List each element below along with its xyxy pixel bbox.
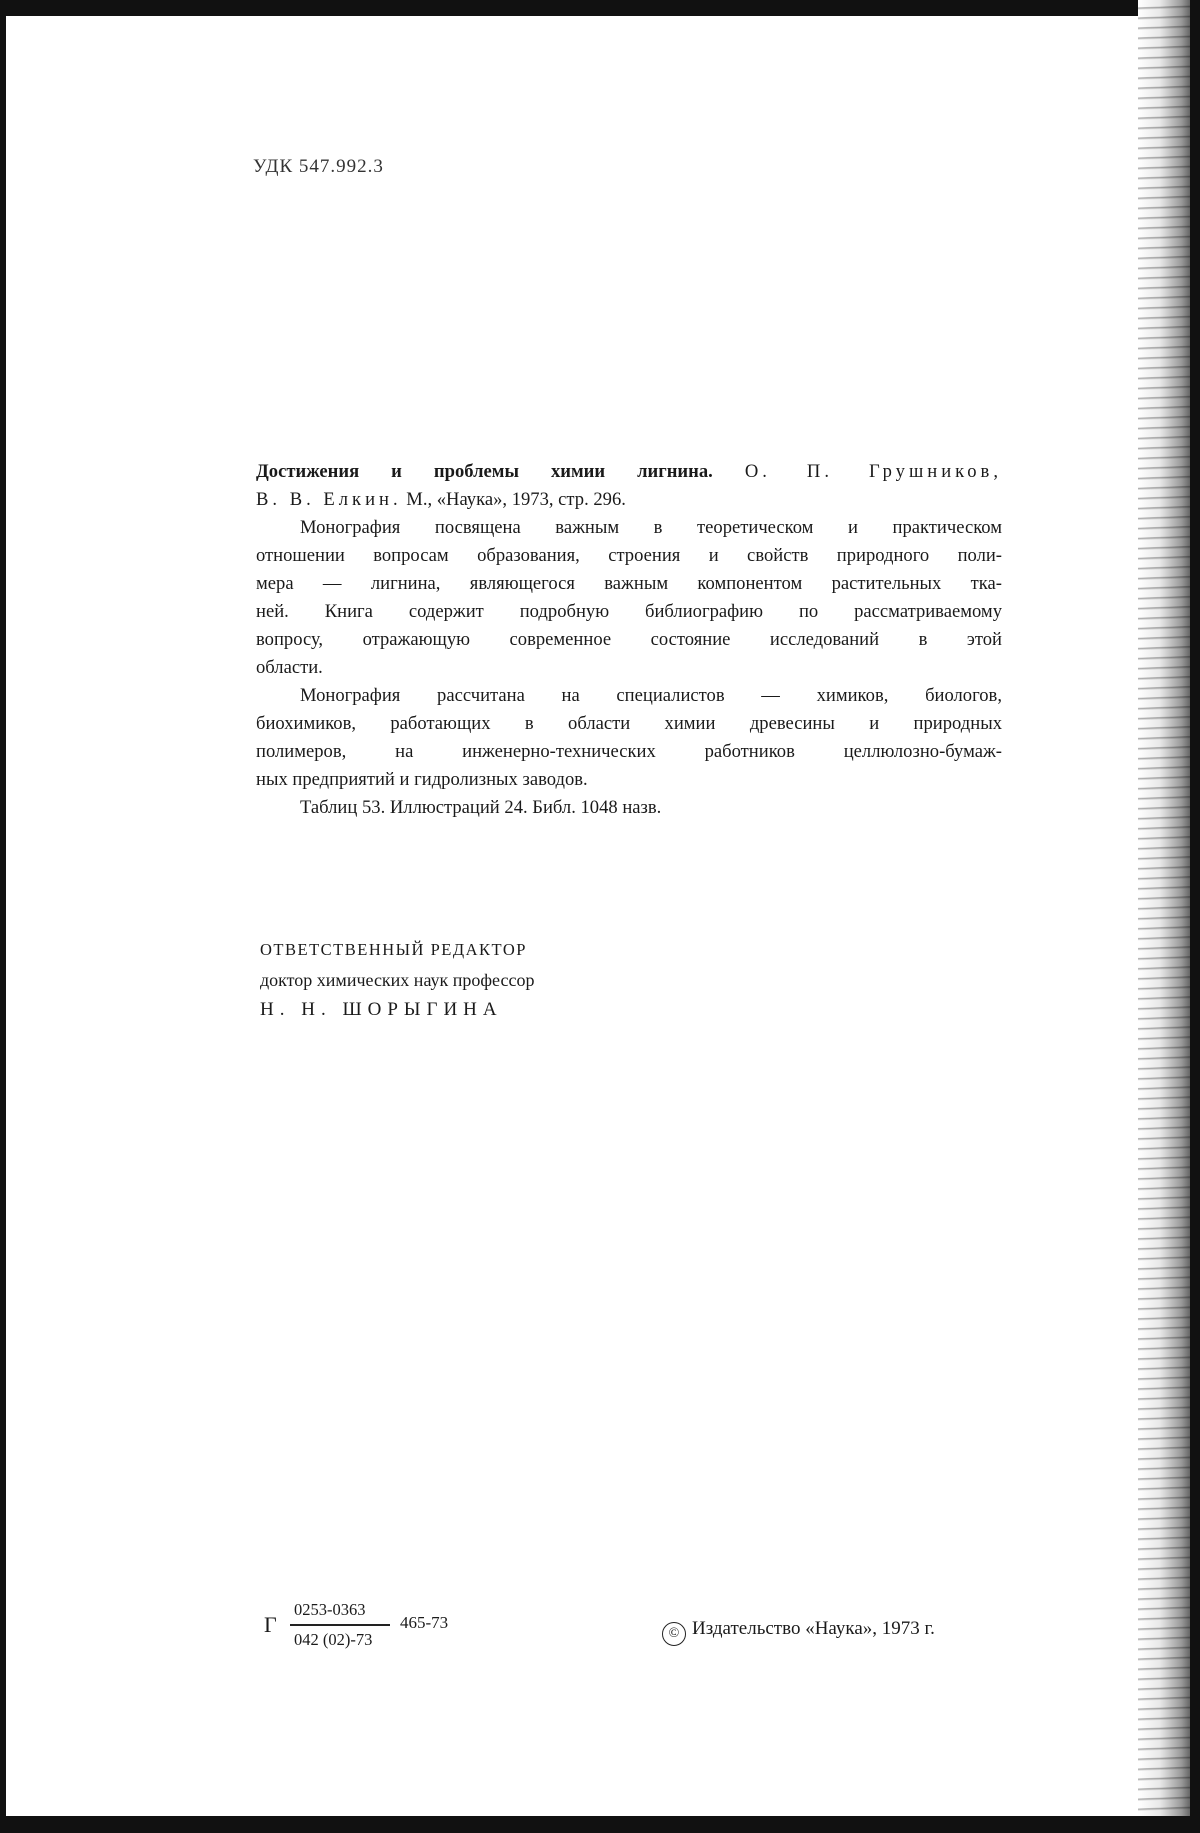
abstract-p2-line: биохимиков, работающих в области химии древесины и природных <box>256 713 1002 734</box>
code-denominator: 042 (02)-73 <box>294 1630 373 1649</box>
abstract-stats: Таблиц 53. Иллюстраций 24. Библ. 1048 назв. <box>300 797 662 818</box>
code-numerator: 0253-0363 <box>294 1600 366 1619</box>
copyright-text: Издательство «Наука», 1973 г. <box>692 1618 935 1639</box>
scan-top-edge <box>0 0 1200 16</box>
editor-block <box>260 935 534 1025</box>
fraction-bar <box>290 1624 390 1626</box>
scan-left-edge <box>0 0 6 1833</box>
udc-code: УДК 547.992.3 <box>253 156 384 177</box>
editor-name: Н. Н. ШОРЫГИНА <box>260 999 503 1020</box>
bibliographic-abstract <box>256 458 1002 822</box>
abstract-p2-line: ных предприятий и гидролизных заводов. <box>256 769 588 790</box>
abstract-imprint-line <box>256 486 1002 514</box>
scan-right-strip <box>1190 0 1200 1833</box>
abstract-p1-line: Монография посвящена важным в теоретическом и практическом <box>300 517 1002 538</box>
abstract-p1-line: мера — лигнина, являющегося важным компонентом растительных тка- <box>256 573 1002 594</box>
editor-title: доктор химических наук профессор <box>260 970 535 990</box>
imprint: М., «Наука», 1973, стр. 296. <box>406 489 626 510</box>
editor-heading: ОТВЕТСТВЕННЫЙ РЕДАКТОР <box>260 940 527 959</box>
abstract-p1-line: отношении вопросам образования, строения и свойств природного поли- <box>256 545 1002 566</box>
copyright-line <box>662 1618 935 1646</box>
author-primary: О. П. Грушников, <box>744 461 1002 482</box>
abstract-p1-line: ней. Книга содержит подробную библиографию по рассматриваемому <box>256 601 1002 622</box>
abstract-title-line <box>256 458 1002 486</box>
publication-code <box>264 1600 494 1660</box>
copyright-icon: © <box>662 1622 686 1646</box>
abstract-p1-line: области. <box>256 657 323 678</box>
abstract-p2-line: Монография рассчитана на специалистов — химиков, биологов, <box>300 685 1002 706</box>
abstract-p1-line: вопросу, отражающую современное состояние исследований в этой <box>256 629 1002 650</box>
publication-letter: Г <box>264 1612 277 1637</box>
abstract-p2-line: полимеров, на инженерно-технических работников целлюлозно-бумаж- <box>256 741 1002 762</box>
book-title: Достижения и проблемы химии лигнина. <box>256 461 713 482</box>
code-suffix: 465-73 <box>400 1613 449 1632</box>
scan-bottom-edge <box>0 1816 1200 1833</box>
author-secondary: В. В. Елкин. <box>256 489 402 510</box>
